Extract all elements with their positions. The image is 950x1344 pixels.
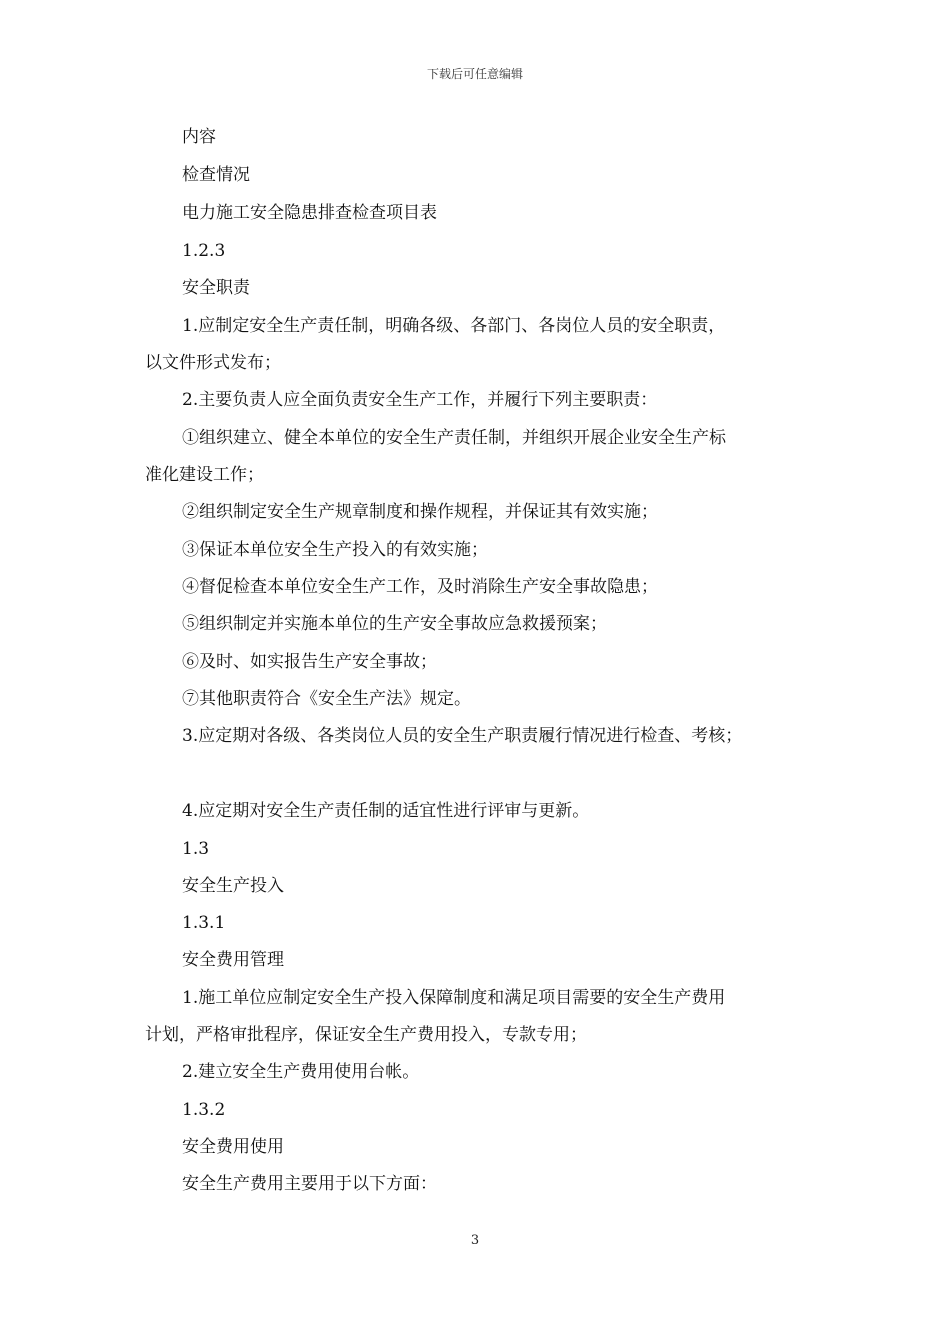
section-number: 1.3 bbox=[182, 839, 210, 859]
text-line: 计划，严格审批程序，保证安全生产费用投入，专款专用； bbox=[145, 1025, 587, 1045]
text-line: ⑥及时、如实报告生产安全事故； bbox=[182, 652, 437, 672]
section-number: 1.2.3 bbox=[182, 241, 226, 261]
text-line: ①组织建立、健全本单位的安全生产责任制，并组织开展企业安全生产标 bbox=[182, 428, 726, 448]
text-line: 2.建立安全生产费用使用台帐。 bbox=[182, 1062, 420, 1082]
text-line: ⑤组织制定并实施本单位的生产安全事故应急救援预案； bbox=[182, 614, 607, 634]
text-line: 1.施工单位应制定安全生产投入保障制度和满足项目需要的安全生产费用 bbox=[182, 988, 726, 1008]
text-line: 1.应制定安全生产责任制，明确各级、各部门、各岗位人员的安全职责， bbox=[182, 316, 726, 336]
section-title: 安全费用管理 bbox=[182, 950, 284, 970]
text-line: 安全生产费用主要用于以下方面： bbox=[182, 1174, 437, 1194]
text-line: 2.主要负责人应全面负责安全生产工作，并履行下列主要职责： bbox=[182, 390, 658, 410]
text-line: ②组织制定安全生产规章制度和操作规程，并保证其有效实施； bbox=[182, 502, 658, 522]
text-line: 4.应定期对安全生产责任制的适宜性进行评审与更新。 bbox=[182, 801, 590, 821]
page-header: 下载后可任意编辑 bbox=[426, 67, 523, 81]
section-title: 安全职责 bbox=[182, 278, 250, 298]
text-line: 检查情况 bbox=[182, 165, 250, 185]
text-line: 以文件形式发布； bbox=[145, 353, 281, 373]
text-line: 3.应定期对各级、各类岗位人员的安全生产职责履行情况进行检查、考核； bbox=[182, 726, 743, 746]
text-line: 内容 bbox=[182, 127, 216, 147]
text-line: ④督促检查本单位安全生产工作，及时消除生产安全事故隐患； bbox=[182, 577, 658, 597]
page-number: 3 bbox=[470, 1233, 480, 1248]
text-line: ③保证本单位安全生产投入的有效实施； bbox=[182, 540, 488, 560]
section-title: 安全费用使用 bbox=[182, 1137, 284, 1157]
text-line: ⑦其他职责符合《安全生产法》规定。 bbox=[182, 689, 471, 709]
section-title: 安全生产投入 bbox=[182, 876, 284, 896]
section-number: 1.3.1 bbox=[182, 913, 226, 933]
text-line: 电力施工安全隐患排查检查项目表 bbox=[182, 203, 437, 223]
section-number: 1.3.2 bbox=[182, 1100, 226, 1120]
text-line: 准化建设工作； bbox=[145, 465, 264, 485]
